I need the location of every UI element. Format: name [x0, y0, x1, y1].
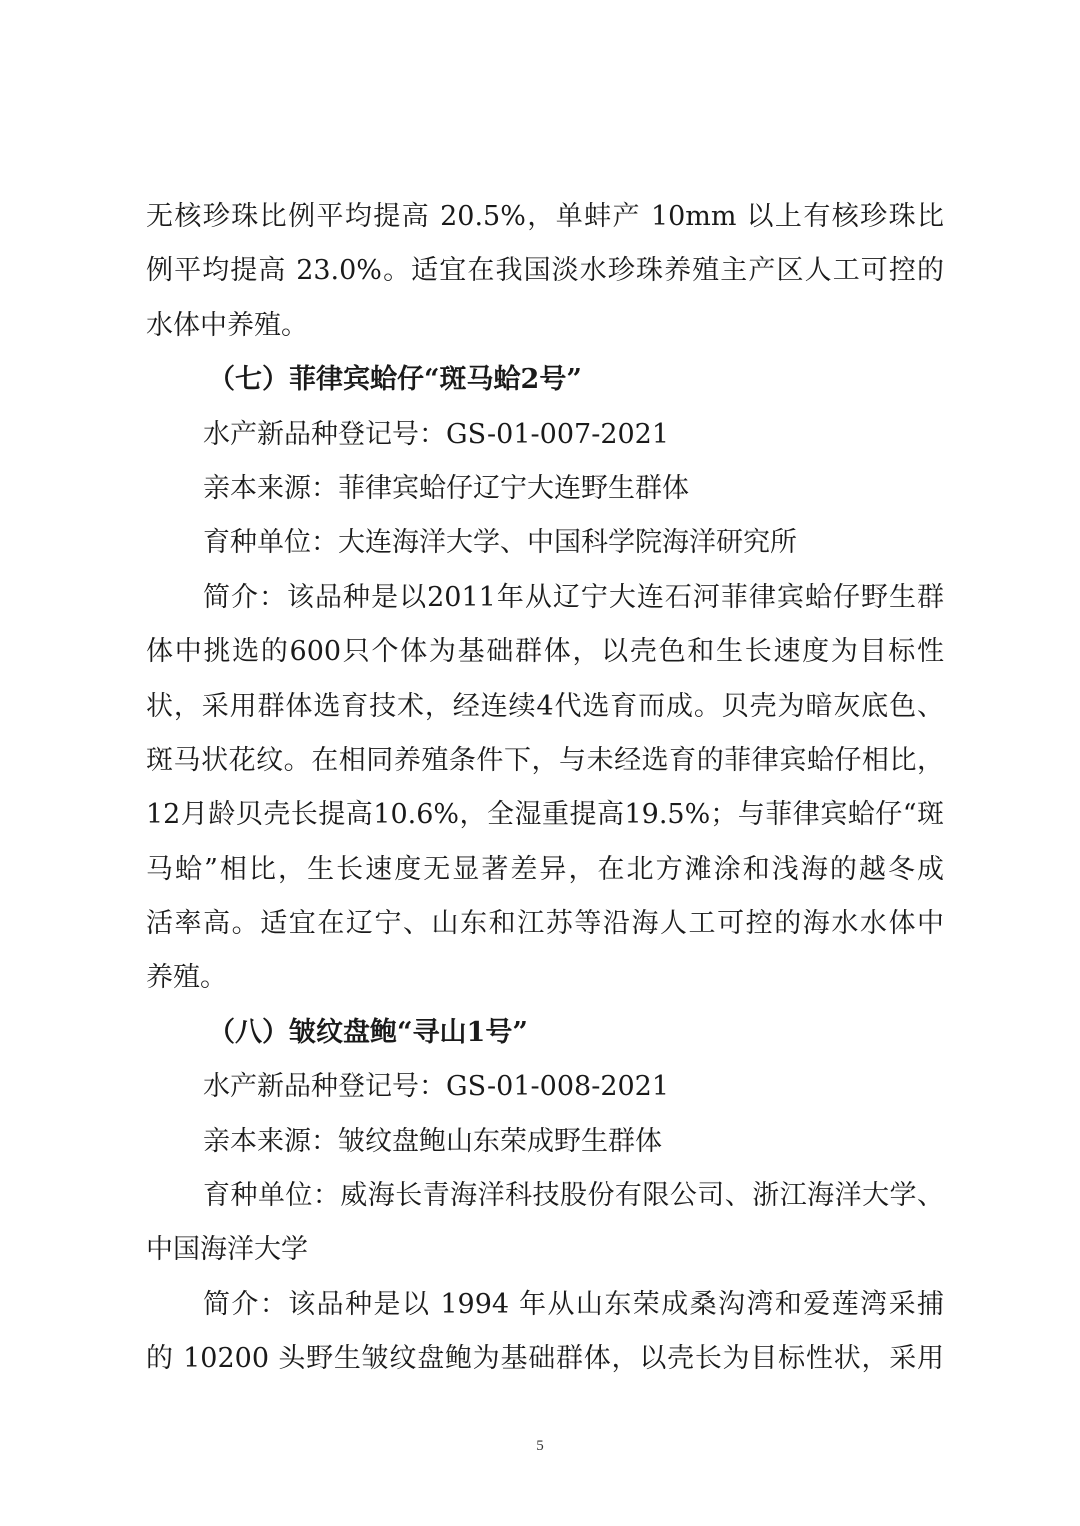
breeding-unit-8: 育种单位：威海长青海洋科技股份有限公司、浙江海洋大学、: [203, 1180, 944, 1212]
intro-line-8-2: 的 10200 头野生皱纹盘鲍为基础群体，以壳长为目标性状，采用: [146, 1343, 944, 1375]
parent-source-8: 亲本来源：皱纹盘鲍山东荣成野生群体: [203, 1125, 662, 1157]
intro-line-7-1: 简介：该品种是以2011年从辽宁大连石河菲律宾蛤仔野生群: [203, 581, 944, 613]
page-number: 5: [536, 1438, 544, 1454]
intro-line-7-8: 养殖。: [146, 962, 227, 994]
intro-line-7-3: 状，采用群体选育技术，经连续4代选育而成。贝壳为暗灰底色、: [146, 690, 944, 722]
intro-line-7-7: 活率高。适宜在辽宁、山东和江苏等沿海人工可控的海水水体中: [146, 908, 944, 940]
registration-number-8: 水产新品种登记号：GS-01-008-2021: [203, 1071, 670, 1103]
intro-line-7-6: 马蛤”相比，生长速度无显著差异，在北方滩涂和浅海的越冬成: [146, 853, 944, 885]
body-line-3: 水体中养殖。: [146, 309, 308, 341]
body-line-1: 无核珍珠比例平均提高 20.5%，单蚌产 10mm 以上有核珍珠比: [146, 201, 944, 232]
intro-line-7-4: 斑马状花纹。在相同养殖条件下，与未经选育的菲律宾蛤仔相比，: [146, 744, 944, 776]
document-page: [146, 190, 944, 1387]
intro-line-7-2: 体中挑选的600只个体为基础群体，以壳色和生长速度为目标性: [146, 636, 944, 668]
intro-line-8-1: 简介：该品种是以 1994 年从山东荣成桑沟湾和爱莲湾采捕: [203, 1288, 944, 1320]
section-heading-8: （八）皱纹盘鲍“寻山1号”: [208, 1016, 528, 1048]
section-heading-7: （七）菲律宾蛤仔“斑马蛤2号”: [208, 364, 582, 396]
intro-line-7-5: 12月龄贝壳长提高10.6%，全湿重提高19.5%；与菲律宾蛤仔“斑: [146, 799, 944, 831]
parent-source-7: 亲本来源：菲律宾蛤仔辽宁大连野生群体: [203, 472, 689, 504]
breeding-unit-8-cont: 中国海洋大学: [146, 1234, 308, 1266]
registration-number-7: 水产新品种登记号：GS-01-007-2021: [203, 418, 670, 450]
body-line-2: 例平均提高 23.0%。适宜在我国淡水珍珠养殖主产区人工可控的: [146, 255, 944, 287]
breeding-unit-7: 育种单位：大连海洋大学、中国科学院海洋研究所: [203, 527, 797, 559]
